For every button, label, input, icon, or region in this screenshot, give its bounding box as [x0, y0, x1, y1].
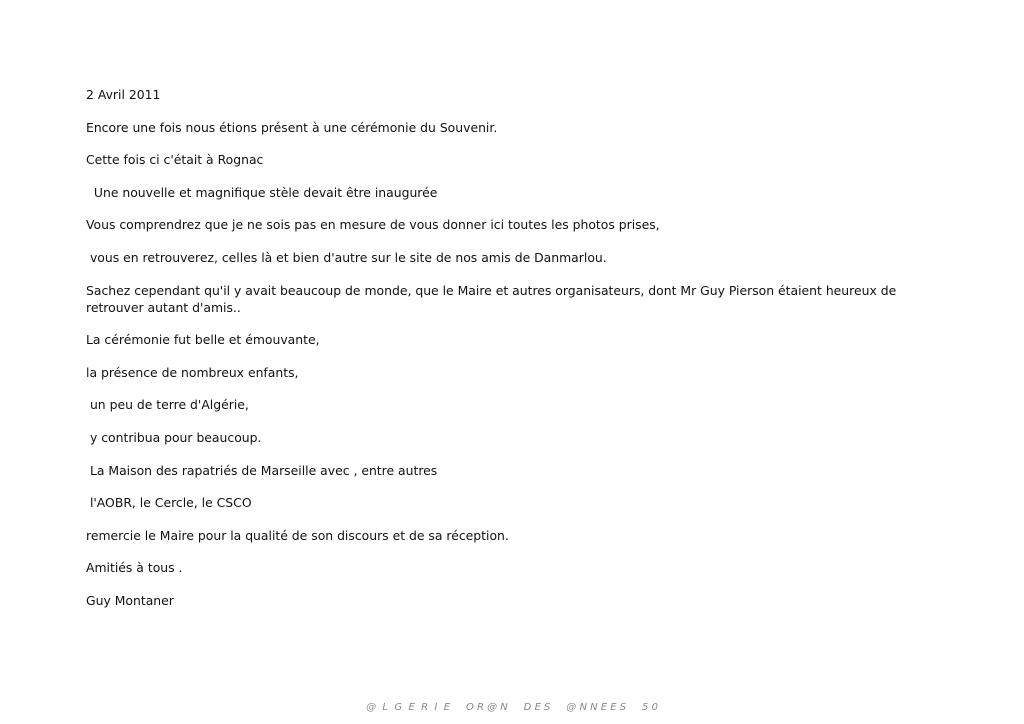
paragraph-7: La cérémonie fut belle et émouvante, [86, 332, 320, 348]
paragraph-12: l'AOBR, le Cercle, le CSCO [86, 495, 252, 511]
paragraph-9: un peu de terre d'Algérie, [86, 397, 249, 413]
signature: Guy Montaner [86, 592, 174, 608]
paragraph-4: Vous comprendrez que je ne sois pas en mesure de vous donner ici toutes les photos prises, [86, 217, 660, 233]
paragraph-13: remercie le Maire pour la qualité de son discours et de sa réception. [86, 527, 509, 543]
paragraph-3: Une nouvelle et magnifique stèle devait être inaugurée [86, 184, 438, 200]
letter-date: 2 Avril 2011 [86, 87, 161, 102]
paragraph-8: la présence de nombreux enfants, [86, 364, 299, 380]
page-footer: @ L G E R I E O R @ N D E S @ N N E E S 5 0 [366, 702, 658, 713]
paragraph-1: Encore une fois nous étions présent à une cérémonie du Souvenir. [86, 119, 498, 135]
paragraph-2: Cette fois ci c'était à Rognac [86, 152, 264, 168]
paragraph-6: Sachez cependant qu'il y avait beaucoup de monde, que le Maire et autres organisateurs, dont Mr Guy Pierson étaient heureux de retrouver autant d'amis.. [86, 282, 901, 315]
letter-body [86, 86, 936, 625]
paragraph-10: y contribua pour beaucoup. [86, 429, 262, 445]
paragraph-14: Amitiés à tous . [86, 560, 183, 576]
paragraph-5: vous en retrouverez, celles là et bien d'autre sur le site de nos amis de Danmarlou. [86, 249, 607, 265]
paragraph-11: La Maison des rapatriés de Marseille avec , entre autres [86, 462, 438, 478]
